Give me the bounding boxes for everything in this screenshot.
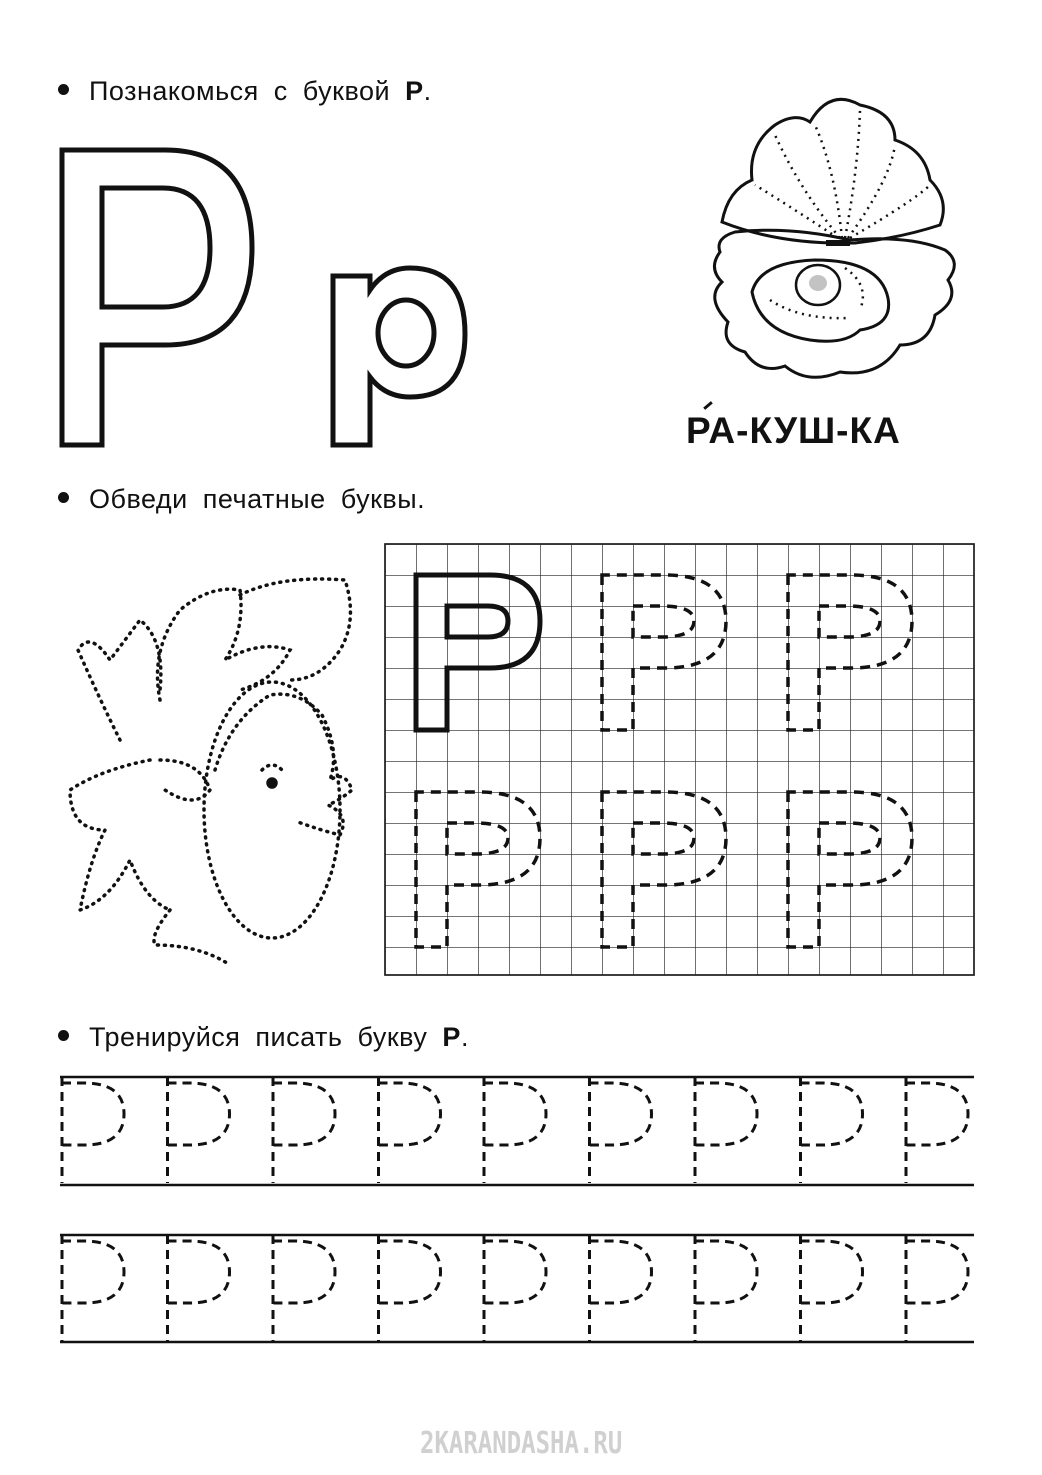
practice-row [62, 1235, 968, 1341]
practice-dashed-letter-icon [484, 1077, 546, 1183]
practice-dashed-letter-icon [801, 1235, 863, 1341]
practice-row [62, 1077, 968, 1183]
practice-dashed-letter-icon [62, 1235, 124, 1341]
practice-dashed-letter-icon [168, 1077, 230, 1183]
practice-dashed-letter-icon [62, 1077, 124, 1183]
practice-dashed-letter-icon [695, 1077, 757, 1183]
practice-dashed-letter-icon [695, 1235, 757, 1341]
practice-dashed-letter-icon [379, 1077, 441, 1183]
task-meet-text: Познакомься с буквой [89, 76, 406, 106]
practice-dashed-letter-icon [484, 1235, 546, 1341]
practice-dashed-letter-icon [801, 1077, 863, 1183]
tracing-grid [385, 544, 974, 975]
task-meet-letter-bold: Р [405, 76, 424, 106]
seashell-pearl-icon [714, 99, 954, 377]
practice-dashed-letter-icon [906, 1235, 968, 1341]
practice-dashed-letter-icon [273, 1235, 335, 1341]
task-meet-end: . [423, 76, 432, 106]
word-rest: -КУШ-КА [736, 410, 901, 451]
word-stressed-syllable: РА [686, 410, 737, 451]
big-letter-outline-icon [62, 150, 252, 445]
task-practice-end: . [460, 1022, 469, 1052]
small-letter-outline-icon [333, 268, 465, 445]
task-practice-text: Тренируйся писать букву [89, 1022, 443, 1052]
task-practice-letter-bold: Р [442, 1022, 461, 1052]
practice-dashed-letter-icon [590, 1077, 652, 1183]
watermark: 2KARANDASHA.RU [420, 1426, 623, 1461]
practice-dashed-letter-icon [906, 1077, 968, 1183]
task-trace-text: Обведи печатные буквы. [89, 484, 426, 514]
dotted-fish-icon [70, 579, 352, 965]
practice-dashed-letter-icon [379, 1235, 441, 1341]
practice-dashed-letter-icon [273, 1077, 335, 1183]
practice-dashed-letter-icon [168, 1235, 230, 1341]
practice-dashed-letter-icon [590, 1235, 652, 1341]
